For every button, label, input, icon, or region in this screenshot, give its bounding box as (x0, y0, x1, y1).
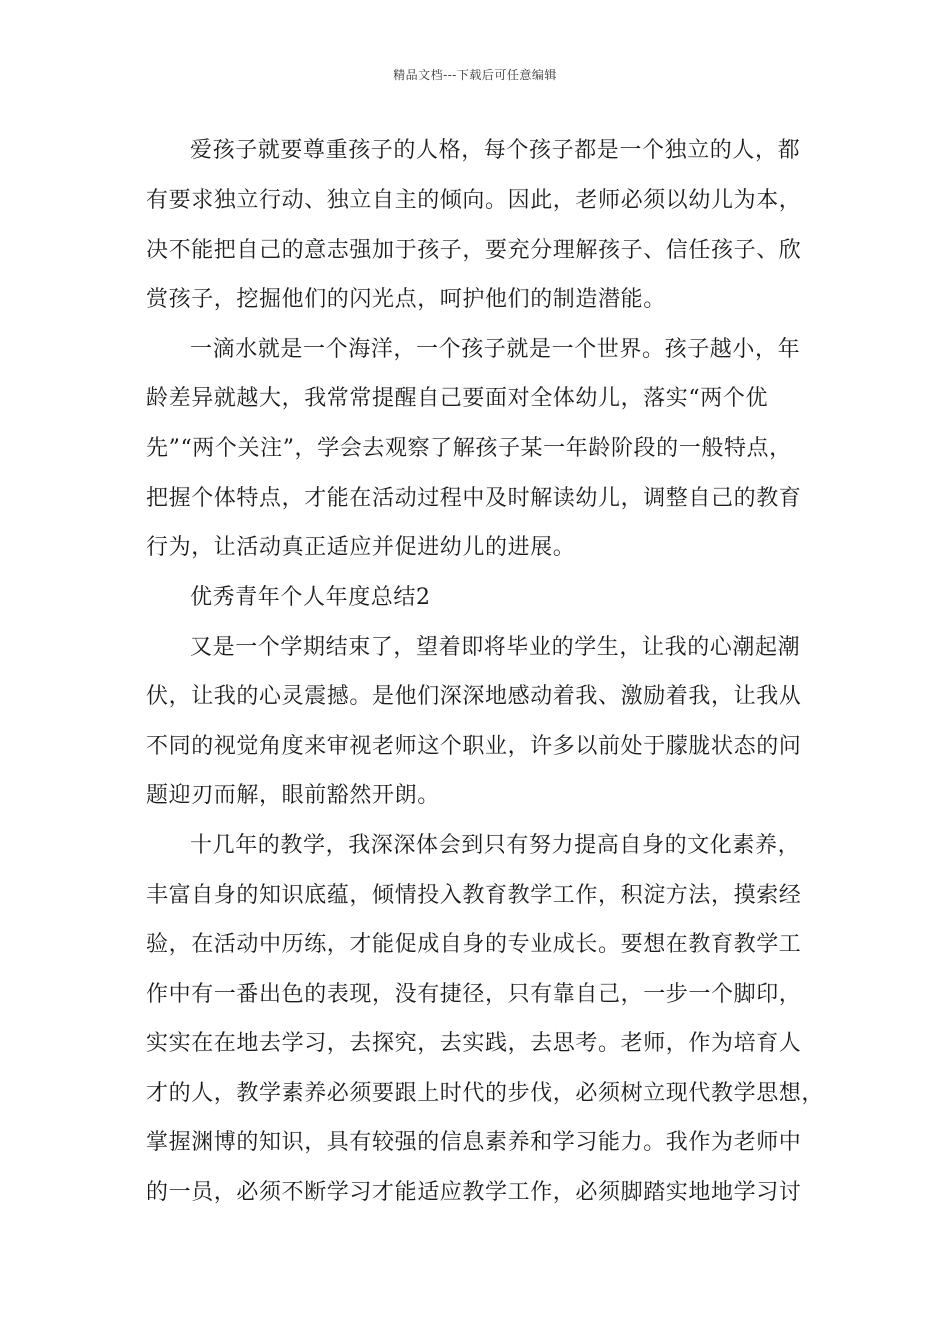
paragraph-2-line-1: 一滴水就是一个海洋，一个孩子就是一个世界。孩子越小，年 (190, 337, 801, 362)
paragraph-2-line-2: 龄差异就越大，我常常提醒自己要面对全体幼儿，落实“两个优 (146, 386, 769, 411)
paragraph-3-line-2: 伏，让我的心灵震撼。是他们深深地感动着我、激励着我，让我从 (146, 684, 802, 709)
paragraph-1-line-1: 爱孩子就要尊重孩子的人格，每个孩子都是一个独立的人，都 (190, 138, 801, 163)
paragraph-3-line-3: 不同的视觉角度来审视老师这个职业，许多以前处于朦胧状态的问 (146, 734, 802, 759)
paragraph-2-line-3: 先”“两个关注”，学会去观察了解孩子某一年龄阶段的一般特点， (146, 436, 792, 461)
paragraph-1-line-2: 有要求独立行动、独立自主的倾向。因此，老师必须以幼儿为本， (146, 188, 802, 213)
page-header: 精品文档---下载后可任意编辑 (393, 68, 557, 82)
paragraph-4-line-5: 实实在在地去学习，去探究，去实践，去思考。老师，作为培育人 (146, 1031, 802, 1056)
section-heading: 优秀青年个人年度总结2 (190, 585, 431, 610)
paragraph-1-line-3: 决不能把自己的意志强加于孩子，要充分理解孩子、信任孩子、欣 (146, 238, 802, 263)
paragraph-3-line-1: 又是一个学期结束了，望着即将毕业的学生，让我的心潮起潮 (190, 635, 801, 660)
paragraph-4-line-6: 才的人，教学素养必须要跟上时代的步伐，必须树立现代教学思想， (146, 1081, 825, 1106)
paragraph-4-line-7: 掌握渊博的知识，具有较强的信息素养和学习能力。我作为老师中 (146, 1130, 802, 1155)
paragraph-4-line-2: 丰富自身的知识底蕴，倾情投入教育教学工作，积淀方法，摸索经 (146, 883, 802, 908)
paragraph-4-line-8: 的一员，必须不断学习才能适应教学工作，必须脚踏实地地学习讨 (146, 1180, 802, 1205)
paragraph-4-line-1: 十几年的教学，我深深体会到只有努力提高自身的文化素养， (190, 833, 801, 858)
paragraph-1-line-4: 赏孩子，挖掘他们的闪光点，呵护他们的制造潜能。 (146, 287, 666, 312)
paragraph-3-line-4: 题迎刃而解，眼前豁然开朗。 (146, 783, 440, 808)
paragraph-4-line-3: 验，在活动中历练，才能促成自身的专业成长。要想在教育教学工 (146, 932, 802, 957)
paragraph-2-line-5: 行为，让活动真正适应并促进幼儿的进展。 (146, 535, 576, 560)
paragraph-2-line-4: 把握个体特点，才能在活动过程中及时解读幼儿，调整自己的教育 (146, 486, 802, 511)
paragraph-4-line-4: 作中有一番出色的表现，没有捷径，只有靠自己，一步一个脚印， (146, 982, 802, 1007)
